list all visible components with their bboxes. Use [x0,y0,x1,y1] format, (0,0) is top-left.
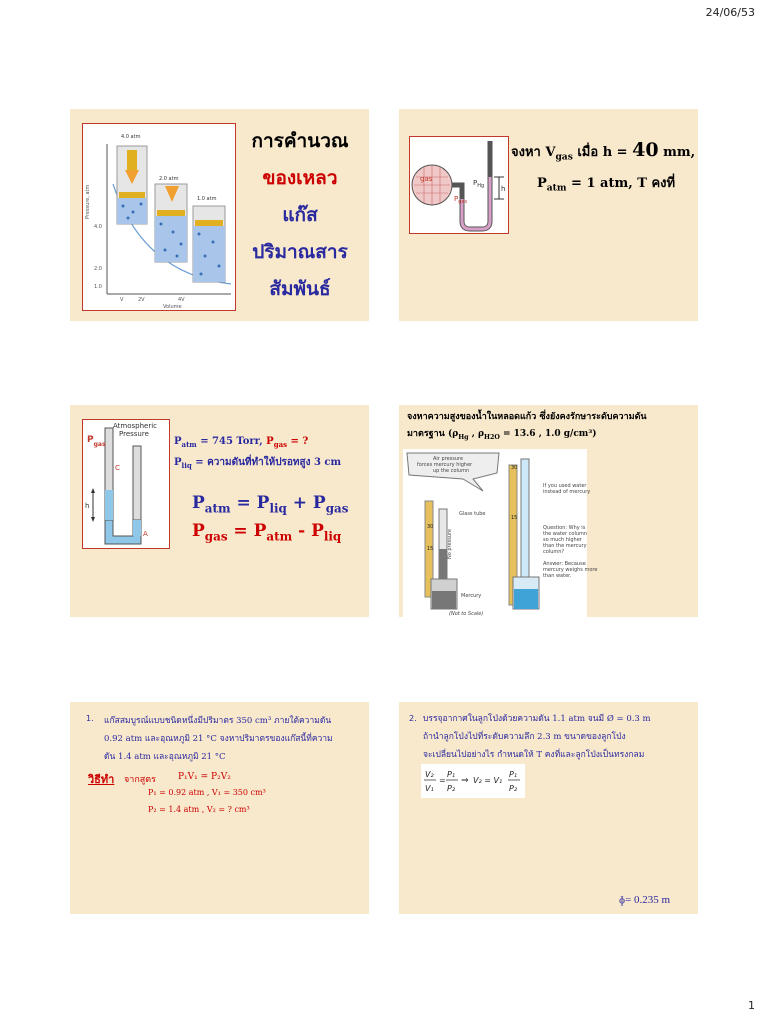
c-label: C [115,464,120,472]
slide3-given [174,433,369,475]
p: P [311,521,324,541]
boyle-law-figure [82,123,236,311]
a-label: A [143,530,148,538]
problem-line: แก๊สสมบูรณ์แบบชนิดหนึ่งมีปริมาตร 350 cm³ ภายใต้ความดัน [104,716,332,726]
x-axis-label: Volume [163,304,182,310]
problem-text [423,710,695,764]
method-text: จากสูตร [124,775,156,785]
problem-line: 0.92 atm และอุณหภูมิ 21 °C จงหาปริมาตรของแก๊สนี้ที่ความ [104,734,333,744]
p-label: P [87,435,94,445]
p2: P₂ [509,784,518,793]
p: P [312,493,326,513]
p-liq: P [174,457,182,468]
cylinder-pressure-label: 1.0 atm [197,196,217,202]
line2-rest: = 1 atm, T คงที่ [566,175,676,191]
method-label: วิธีทำ [88,773,115,786]
p-gas-sub: gas [458,199,468,205]
bubble-text: forces mercury higher [417,462,473,468]
p-sub: gas [93,441,106,448]
slide-manometer-question [399,109,698,321]
p-atm: P [174,436,182,447]
glass-tube-label: Glass tube [459,511,486,517]
ruler-label: 30 [427,524,434,530]
manometer-figure [409,136,509,234]
svg-text:Pgas [87,435,106,448]
slide-gas-calculation-title [70,109,369,321]
slide-pressure-equations [70,405,369,617]
problem-text [104,712,366,766]
p1: P₁ [509,770,518,779]
minus: - [292,521,312,541]
equals: = [439,776,446,785]
y-tick: 4.0 [94,224,102,230]
no-pressure-label: No pressure [447,529,453,559]
sub: gas [273,440,288,449]
sub: gas [325,501,349,516]
p-hg-label: P [473,179,478,187]
answer-text: mercury weighs more [543,567,598,573]
question-text: Question: Why is [543,525,586,531]
equals: = [230,493,257,513]
question-line: จงหาความสูงของน้ำในหลอดแก้ว ซึ่งยังคงรักษาระดับความดัน [407,412,647,422]
y-tick: 2.0 [94,266,102,272]
lhs: V₂ = V₁ [473,776,503,785]
sub: atm [181,440,197,449]
p-hg-sub: Hg [477,183,485,189]
ruler-label: 30 [511,465,518,471]
slide1-title [240,123,360,308]
question-text: so much higher [543,537,582,543]
slide4-question [407,409,695,446]
given-2: P₂ = 1.4 atm , V₂ = ? cm³ [148,805,250,814]
answer: ɸ= 0.235 m [619,894,671,906]
title-line: ของเหลว [262,167,338,189]
svg-text:PHg [473,179,484,189]
sub: atm [266,529,293,544]
open-manometer-figure [82,419,170,549]
figure-title: Atmospheric [113,422,158,430]
p: P [253,521,267,541]
p2: P₂ [447,784,456,793]
header-date: 24/06/53 [705,6,755,19]
title-line: การคำนวณ [251,130,349,152]
ruler-label: 15 [511,515,518,521]
answer-text: than water. [543,573,572,579]
p-atm-sub: atm [546,182,567,194]
problem-number: 1. [86,714,94,723]
sub: gas [204,529,228,544]
bubble-text: Air pressure [433,456,464,462]
text: = 13.6 , 1.0 g/cm³) [499,429,597,439]
question-text: than the mercury [543,543,587,549]
not-to-scale-label: (Not to Scale) [449,611,484,617]
p1: P₁ [447,770,456,779]
equation-1 [192,493,348,515]
barometer-figure [403,449,598,617]
mercury-label: Mercury [461,593,482,599]
plus: + [286,493,313,513]
text: , [468,429,478,439]
equation-2 [192,521,341,543]
question-unit: mm, [658,145,696,160]
p-gas: P [266,436,274,447]
problem-line: จะเปลี่ยนไปอย่างไร กำหนดให้ T คงที่และลูกโป่งเป็นทรงกลม [423,750,645,760]
question-sub: gas [555,151,573,163]
question-text: column? [543,549,565,555]
given-1: P₁ = 0.92 atm , V₁ = 350 cm³ [148,788,266,797]
equals: = [227,521,254,541]
slide-example-2 [399,702,698,914]
water-note: instead of mercury [543,489,591,495]
sub: liq [269,501,287,516]
text: มาตรฐาน ( [407,429,453,439]
x-tick: V [120,297,124,303]
h-label: h [85,502,90,510]
sub: liq [181,461,192,470]
p-gas-label: P [454,195,459,203]
sub: atm [204,501,231,516]
question-mid: เมื่อ h = [572,145,633,160]
v2: V₂ [425,770,434,779]
problem-line: ดัน 1.4 atm และอุณหภูมิ 21 °C [104,752,226,762]
sub: H2O [484,433,500,441]
y-tick: 1.0 [94,284,102,290]
title-line: สัมพันธ์ [269,278,331,300]
problem-line: บรรจุอากาศในลูกโป่งด้วยความดัน 1.1 atm จนมี Ø = 0.3 m [423,714,651,724]
problem-number: 2. [409,714,417,723]
sub: Hg [458,433,469,441]
x-tick: 4V [178,297,185,303]
rho: ρ [452,429,459,439]
title-line: ปริมาณสาร [252,241,348,263]
text: = ความดันที่ทำให้ปรอทสูง 3 cm [191,457,342,468]
h-value: 40 [632,139,659,161]
problem-line: ถ้านำลูกโป่งไปที่ระดับความลึก 2.3 m ขนาดของลูกโป่ง [423,732,626,742]
slide-barometer-question [399,405,698,617]
p: P [256,493,270,513]
x-tick: 2V [138,297,145,303]
gas-label: gas [420,175,433,183]
p: P [192,493,205,513]
sub: liq [323,529,342,544]
text: = 745 Torr, [196,436,267,447]
slide2-question [511,137,697,201]
p-atm: P [537,175,547,191]
h-label: h [501,185,506,193]
bubble-text: up the column [433,468,470,474]
rho: ρ [478,429,484,439]
question-text: the water column [543,531,588,537]
question-prefix: จงหา V [511,145,556,160]
implies-arrow: ⇒ [461,776,469,786]
answer-text: Answer: Because [543,561,586,567]
title-line: แก๊ส [282,204,318,226]
text: = ? [287,436,309,447]
slide-example-1 [70,702,369,914]
cylinder-pressure-label: 4.0 atm [121,134,141,140]
page-number: 1 [748,999,755,1012]
p: P [192,521,205,541]
boyle-formula-box [421,764,525,798]
v1: V₁ [425,784,434,793]
y-axis-label: Pressure, atm [85,184,91,219]
figure-title: Pressure [119,430,149,438]
formula: P₁V₁ = P₂V₂ [178,772,231,782]
water-note: If you used water [543,483,587,489]
cylinder-pressure-label: 2.0 atm [159,176,179,182]
ruler-label: 15 [427,546,434,552]
